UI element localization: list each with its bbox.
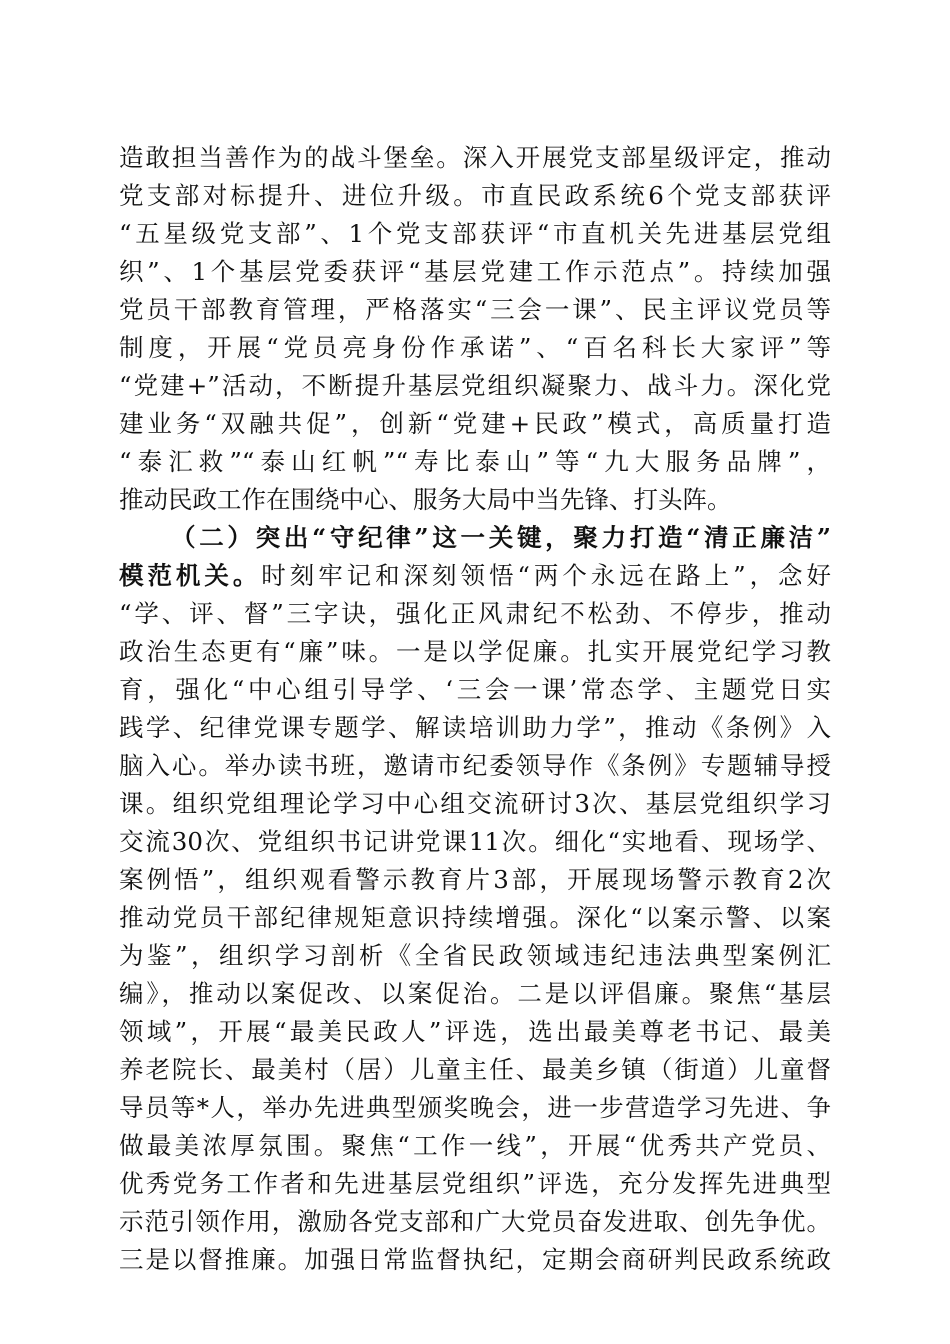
paragraph-line: 造敢担当善作为的战斗堡垒。深入开展党支部星级评定，推动 [119, 143, 831, 172]
section-heading: （二）突出“守纪律”这一关键，聚力打造“清正廉洁” [171, 523, 831, 552]
paragraph-line: 导员等*人，举办先进典型颁奖晚会，进一步营造学习先进、争 [119, 1093, 831, 1122]
paragraph-line: 课。组织党组理论学习中心组交流研讨3次、基层党组织学习 [119, 789, 831, 818]
paragraph-line: 做最美浓厚氛围。聚焦“工作一线”，开展“优秀共产党员、 [119, 1131, 831, 1160]
paragraph-line: 践学、纪律党课专题学、解读培训助力学”，推动《条例》入 [119, 713, 831, 742]
paragraph-line: 制度，开展“党员亮身份作承诺”、“百名科长大家评”等 [119, 333, 831, 362]
paragraph-line: 示范引领作用，激励各党支部和广大党员奋发进取、创先争优。 [119, 1207, 831, 1236]
paragraph-line: 编》，推动以案促改、以案促治。二是以评倡廉。聚焦“基层 [119, 979, 831, 1008]
paragraph-line: 案例悟”，组织观看警示教育片3部，开展现场警示教育2次 [119, 865, 831, 894]
paragraph-line [119, 559, 831, 593]
paragraph-line: 脑入心。举办读书班，邀请市纪委领导作《条例》专题辅导授 [119, 751, 831, 780]
section-heading-continuation: 模范机关。 [119, 561, 262, 590]
paragraph-line: 党员干部教育管理，严格落实“三会一课”、民主评议党员等 [119, 295, 831, 324]
paragraph-line: “学、评、督”三字诀，强化正风肃纪不松劲、不停步，推动 [119, 599, 831, 628]
paragraph-line: 推动党员干部纪律规矩意识持续增强。深化“以案示警、以案 [119, 903, 831, 932]
paragraph-line: 领域”，开展“最美民政人”评选，选出最美尊老书记、最美 [119, 1017, 831, 1046]
paragraph-line: 育，强化“中心组引导学、‘三会一课’常态学、主题党日实 [119, 675, 831, 704]
paragraph-line: 养老院长、最美村（居）儿童主任、最美乡镇（街道）儿童督 [119, 1055, 831, 1084]
paragraph-line: “五星级党支部”、1个党支部获评“市直机关先进基层党组 [119, 219, 831, 248]
paragraph-text: 时刻牢记和深刻领悟“两个永远在路上”，念好 [261, 561, 831, 590]
paragraph-line: 为鉴”，组织学习剖析《全省民政领域违纪违法典型案例汇 [119, 941, 831, 970]
paragraph-line: “党建+”活动，不断提升基层党组织凝聚力、战斗力。深化党 [119, 371, 831, 400]
paragraph-line: 建业务“双融共促”，创新“党建+民政”模式，高质量打造 [119, 409, 831, 438]
paragraph-line: 党支部对标提升、进位升级。市直民政系统6个党支部获评 [119, 181, 831, 210]
paragraph-line: “泰汇救”“泰山红帆”“寿比泰山”等“九大服务品牌”， [119, 447, 831, 476]
paragraph-line: 交流30次、党组织书记讲党课11次。细化“实地看、现场学、 [119, 827, 831, 856]
paragraph-line: 推动民政工作在围绕中心、服务大局中当先锋、打头阵。 [119, 485, 732, 514]
paragraph-line: 三是以督推廉。加强日常监督执纪，定期会商研判民政系统政 [119, 1245, 831, 1274]
paragraph-line: 织”、1个基层党委获评“基层党建工作示范点”。持续加强 [119, 257, 831, 286]
paragraph-line: 优秀党务工作者和先进基层党组织”评选，充分发挥先进典型 [119, 1169, 831, 1198]
paragraph-line: 政治生态更有“廉”味。一是以学促廉。扎实开展党纪学习教 [119, 637, 831, 666]
